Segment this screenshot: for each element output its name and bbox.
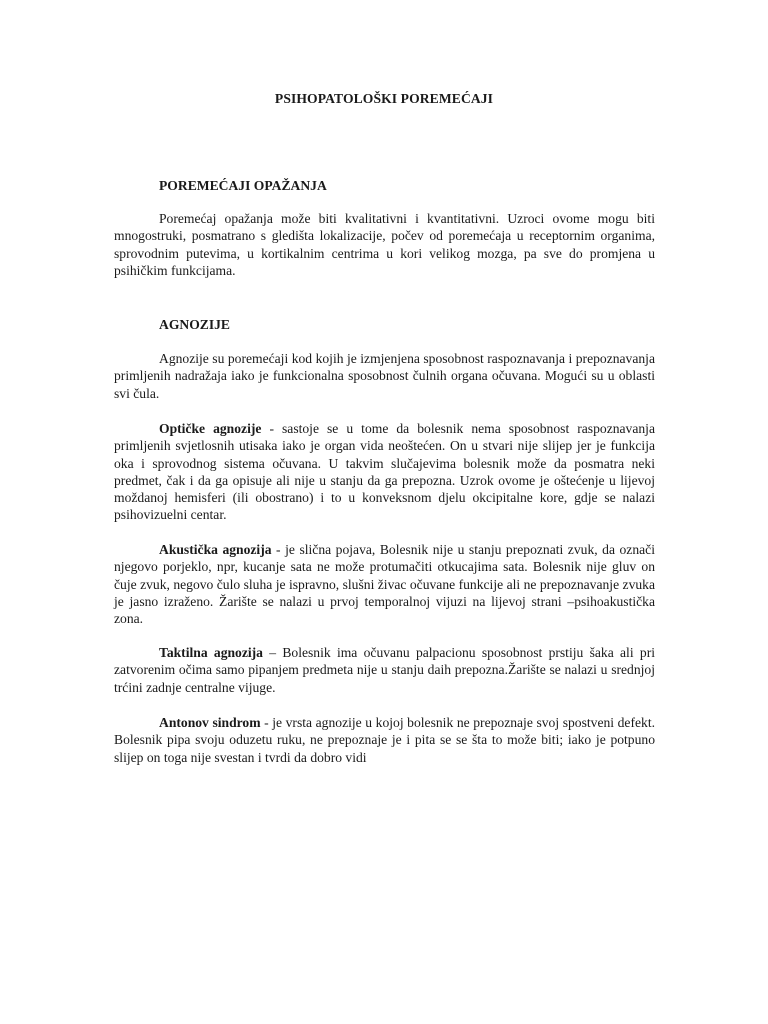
paragraph-text: Poremećaj opažanja može biti kvalitativni i kvantitativni. Uzroci ovome mogu biti mnogostruki, posmatrano s gledišta lokalizacije, počev od poremećaja u receptornim organima, sprovodnim putevima, u kortikalnim centrima u kori velikog mozga, pa sve do promjena u psihičkim funkcijama. [114, 211, 655, 278]
paragraph-opticke-agnozije [114, 420, 655, 524]
term-taktilna-agnozija: Taktilna agnozija [159, 645, 263, 660]
paragraph-text: - sastoje se u tome da bolesnik nema sposobnost raspoznavanja primljenih svjetlosnih utisaka iako je organ vida neoštećen. On u stvari nije slijep jer je funkcija oka i sprovodnog sistema očuvana. U takvim slučajevima bolesnik može da posmatra neki predmet, čak i da ga opisuje ali nije u stanju da ga prepozna. Uzrok ovome je oštećenje u lijevoj moždanoj hemisferi (ili obostrano) i to u konveksnom djelu okcipitalne kore, gdje se nalazi psihovizuelni centar. [114, 421, 655, 523]
term-antonov-sindrom: Antonov sindrom [159, 715, 261, 730]
paragraph-text: – Bolesnik ima očuvanu palpacionu sposobnost prstiju šaka ali pri zatvorenim očima samo pipanjem predmeta nije u stanju daih prepozna.Žarište se nalazi u srednjoj trćini zadnje centralne vijuge. [114, 645, 655, 695]
document-title: PSIHOPATOLOŠKI POREMEĆAJI [274, 91, 494, 106]
paragraph-text: - je slična pojava, Bolesnik nije u stanju prepoznati zvuk, da označi njegovo porjeklo, npr, kucanje sata ne može protumačiti otkucajima sata. Bolesnik nije gluv on čuje zvuk, negovo čulo sluha je ispravno, slušni živac očuvane funkcije ali ne prepoznavanje zvuka je jasno izraženo. Žarište se nalazi u prvoj temporalnoj vijuzi na lijevoj strani –psihoakustička zona. [114, 542, 655, 627]
section-heading-poremecaji-opazanja: POREMEĆAJI OPAŽANJA [159, 178, 327, 193]
term-akusticka-agnozija: Akustička agnozija [159, 542, 272, 557]
paragraph-taktilna-agnozija [114, 644, 655, 696]
paragraph-akusticka-agnozija [114, 541, 655, 627]
paragraph-poremecaji-opazanja [114, 210, 655, 279]
section-heading-agnozije: AGNOZIJE [159, 317, 231, 332]
term-opticke-agnozije: Optičke agnozije [159, 421, 262, 436]
paragraph-text: Agnozije su poremećaji kod kojih je izmjenjena sposobnost raspoznavanja i prepoznavanja primljenih nadražaja iako je funkcionalna sposobnost čulnih organa očuvana. Mogući su u oblasti svi čula. [114, 351, 655, 401]
paragraph-antonov-sindrom [114, 714, 655, 766]
paragraph-text: - je vrsta agnozije u kojoj bolesnik ne prepoznaje svoj spostveni defekt. Bolesnik pipa svoju oduzetu ruku, ne prepoznaje je i pita se se šta to može biti; iako je potpuno slijep on toga nije svestan i tvrdi da dobro vidi [114, 715, 655, 765]
paragraph-agnozije-intro [114, 350, 655, 402]
